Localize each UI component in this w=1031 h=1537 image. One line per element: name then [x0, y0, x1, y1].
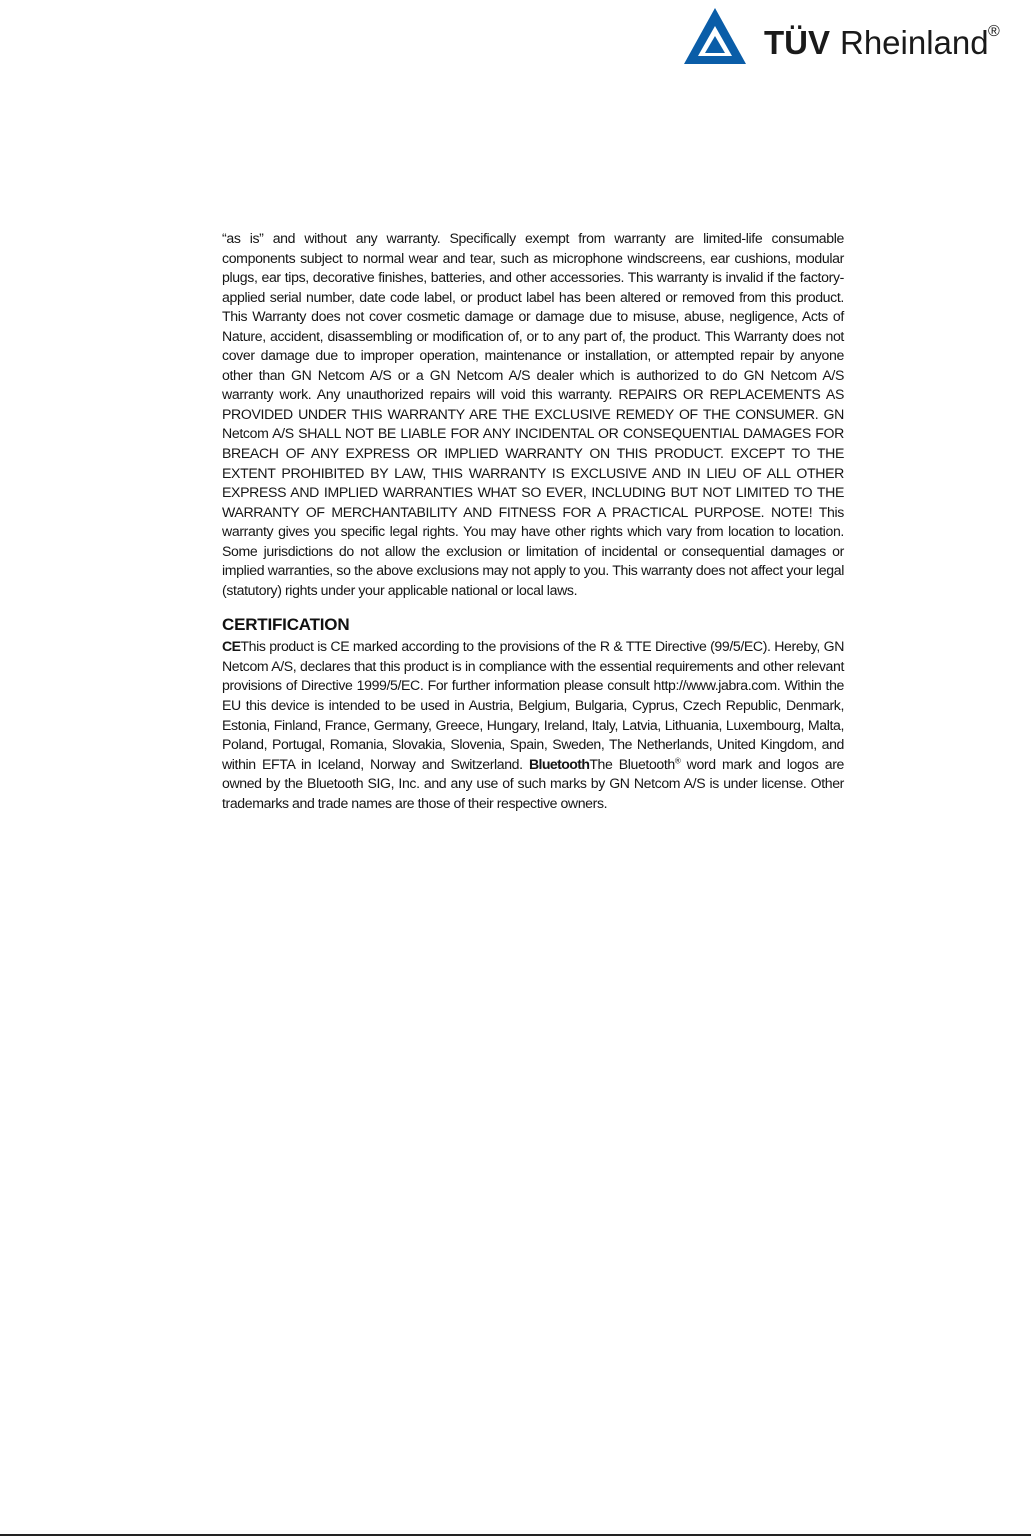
- logo-brand-regular: Rheinland: [840, 24, 989, 61]
- bluetooth-registered-mark: ®: [674, 755, 681, 765]
- certification-heading: CERTIFICATION: [222, 615, 350, 635]
- bluetooth-lead: Bluetooth: [528, 755, 590, 772]
- document-body: [222, 229, 844, 813]
- ce-lead: CE: [222, 638, 241, 655]
- warranty-paragraph: “as is” and without any warranty. Specifically exempt from warranty are limited-life consumable components subject to normal wear and tear, such as microphone windscreens, ear cushions, modular plugs, ear tips, decorative finishes, batteries, and other accessories. This warranty is invalid if the factory-applied serial number, date code label, or product label has been altered or removed from this product. This Warranty does not cover cosmetic damage or damage due to misuse, abuse, negligence, Acts of Nature, accident, disassembling or modification of, or to any part of, the product. This Warranty does not cover damage due to improper operation, maintenance or installation, or attempted repair by anyone other than GN Netcom A/S or a GN Netcom A/S dealer which is authorized to do GN Netcom A/S warranty work. Any unauthorized repairs will void this warranty. REPAIRS OR REPLACEMENTS AS PROVIDED UNDER THIS WARRANTY ARE THE EXCLUSIVE REMEDY OF THE CONSUMER. GN Netcom A/S SHALL NOT BE LIABLE FOR ANY INCIDENTAL OR CONSEQUENTIAL DAMAGES FOR BREACH OF ANY EXPRESS OR IMPLIED WARRANTY ON THIS PRODUCT. EXCEPT TO THE EXTENT PROHIBITED BY LAW, THIS WARRANTY IS EXCLUSIVE AND IN LIEU OF ALL OTHER EXPRESS AND IMPLIED WARRANTIES WHAT SO EVER, INCLUDING BUT NOT LIMITED TO THE WARRANTY OF MERCHANTABILITY AND FITNESS FOR A PRACTICAL PURPOSE. NOTE! This warranty gives you specific legal rights. You may have other rights which vary from location to location. Some jurisdictions do not allow the exclusion or limitation of incidental or consequential damages or implied warranties, so the above exclusions may not apply to you. This warranty does not affect your legal (statutory) rights under your applicable national or local laws.: [222, 230, 844, 598]
- logo-registered-mark: ®: [988, 23, 1000, 40]
- ce-text: This product is CE marked according to the provisions of the R & TTE Directive (99/5/EC). Hereby, GN Netcom A/S, declares that this product is in compliance with the essential requirements and other relevant provisions of Directive 1999/5/EC. For further information please consult http://www.jabra.com. Within the EU this device is intended to be used in Austria, Belgium, Bulgaria, Cyprus, Czech Republic, Denmark, Estonia, Finland, France, Germany, Greece, Hungary, Ireland, Italy, Latvia, Lithuania, Luxembourg, Malta, Poland, Portugal, Romania, Slovakia, Slovenia, Spain, Sweden, The Netherlands, United Kingdom, and within EFTA in Iceland, Norway and Switzerland.: [222, 638, 844, 772]
- tuv-triangle-logo-icon: [680, 6, 1020, 70]
- bottom-rule: [0, 1534, 1031, 1536]
- tuv-rheinland-logo: [680, 6, 1020, 70]
- logo-brand-bold: TÜV: [764, 24, 830, 61]
- certification-paragraph: [222, 637, 844, 813]
- bluetooth-text-before-mark: The Bluetooth: [589, 755, 675, 772]
- bluetooth-text-after-mark: word mark and logos are owned by the Bluetooth SIG, Inc. and any use of such marks by GN Netcom A/S is under license. Other trademarks and trade names are those of their respective owners.: [222, 755, 844, 811]
